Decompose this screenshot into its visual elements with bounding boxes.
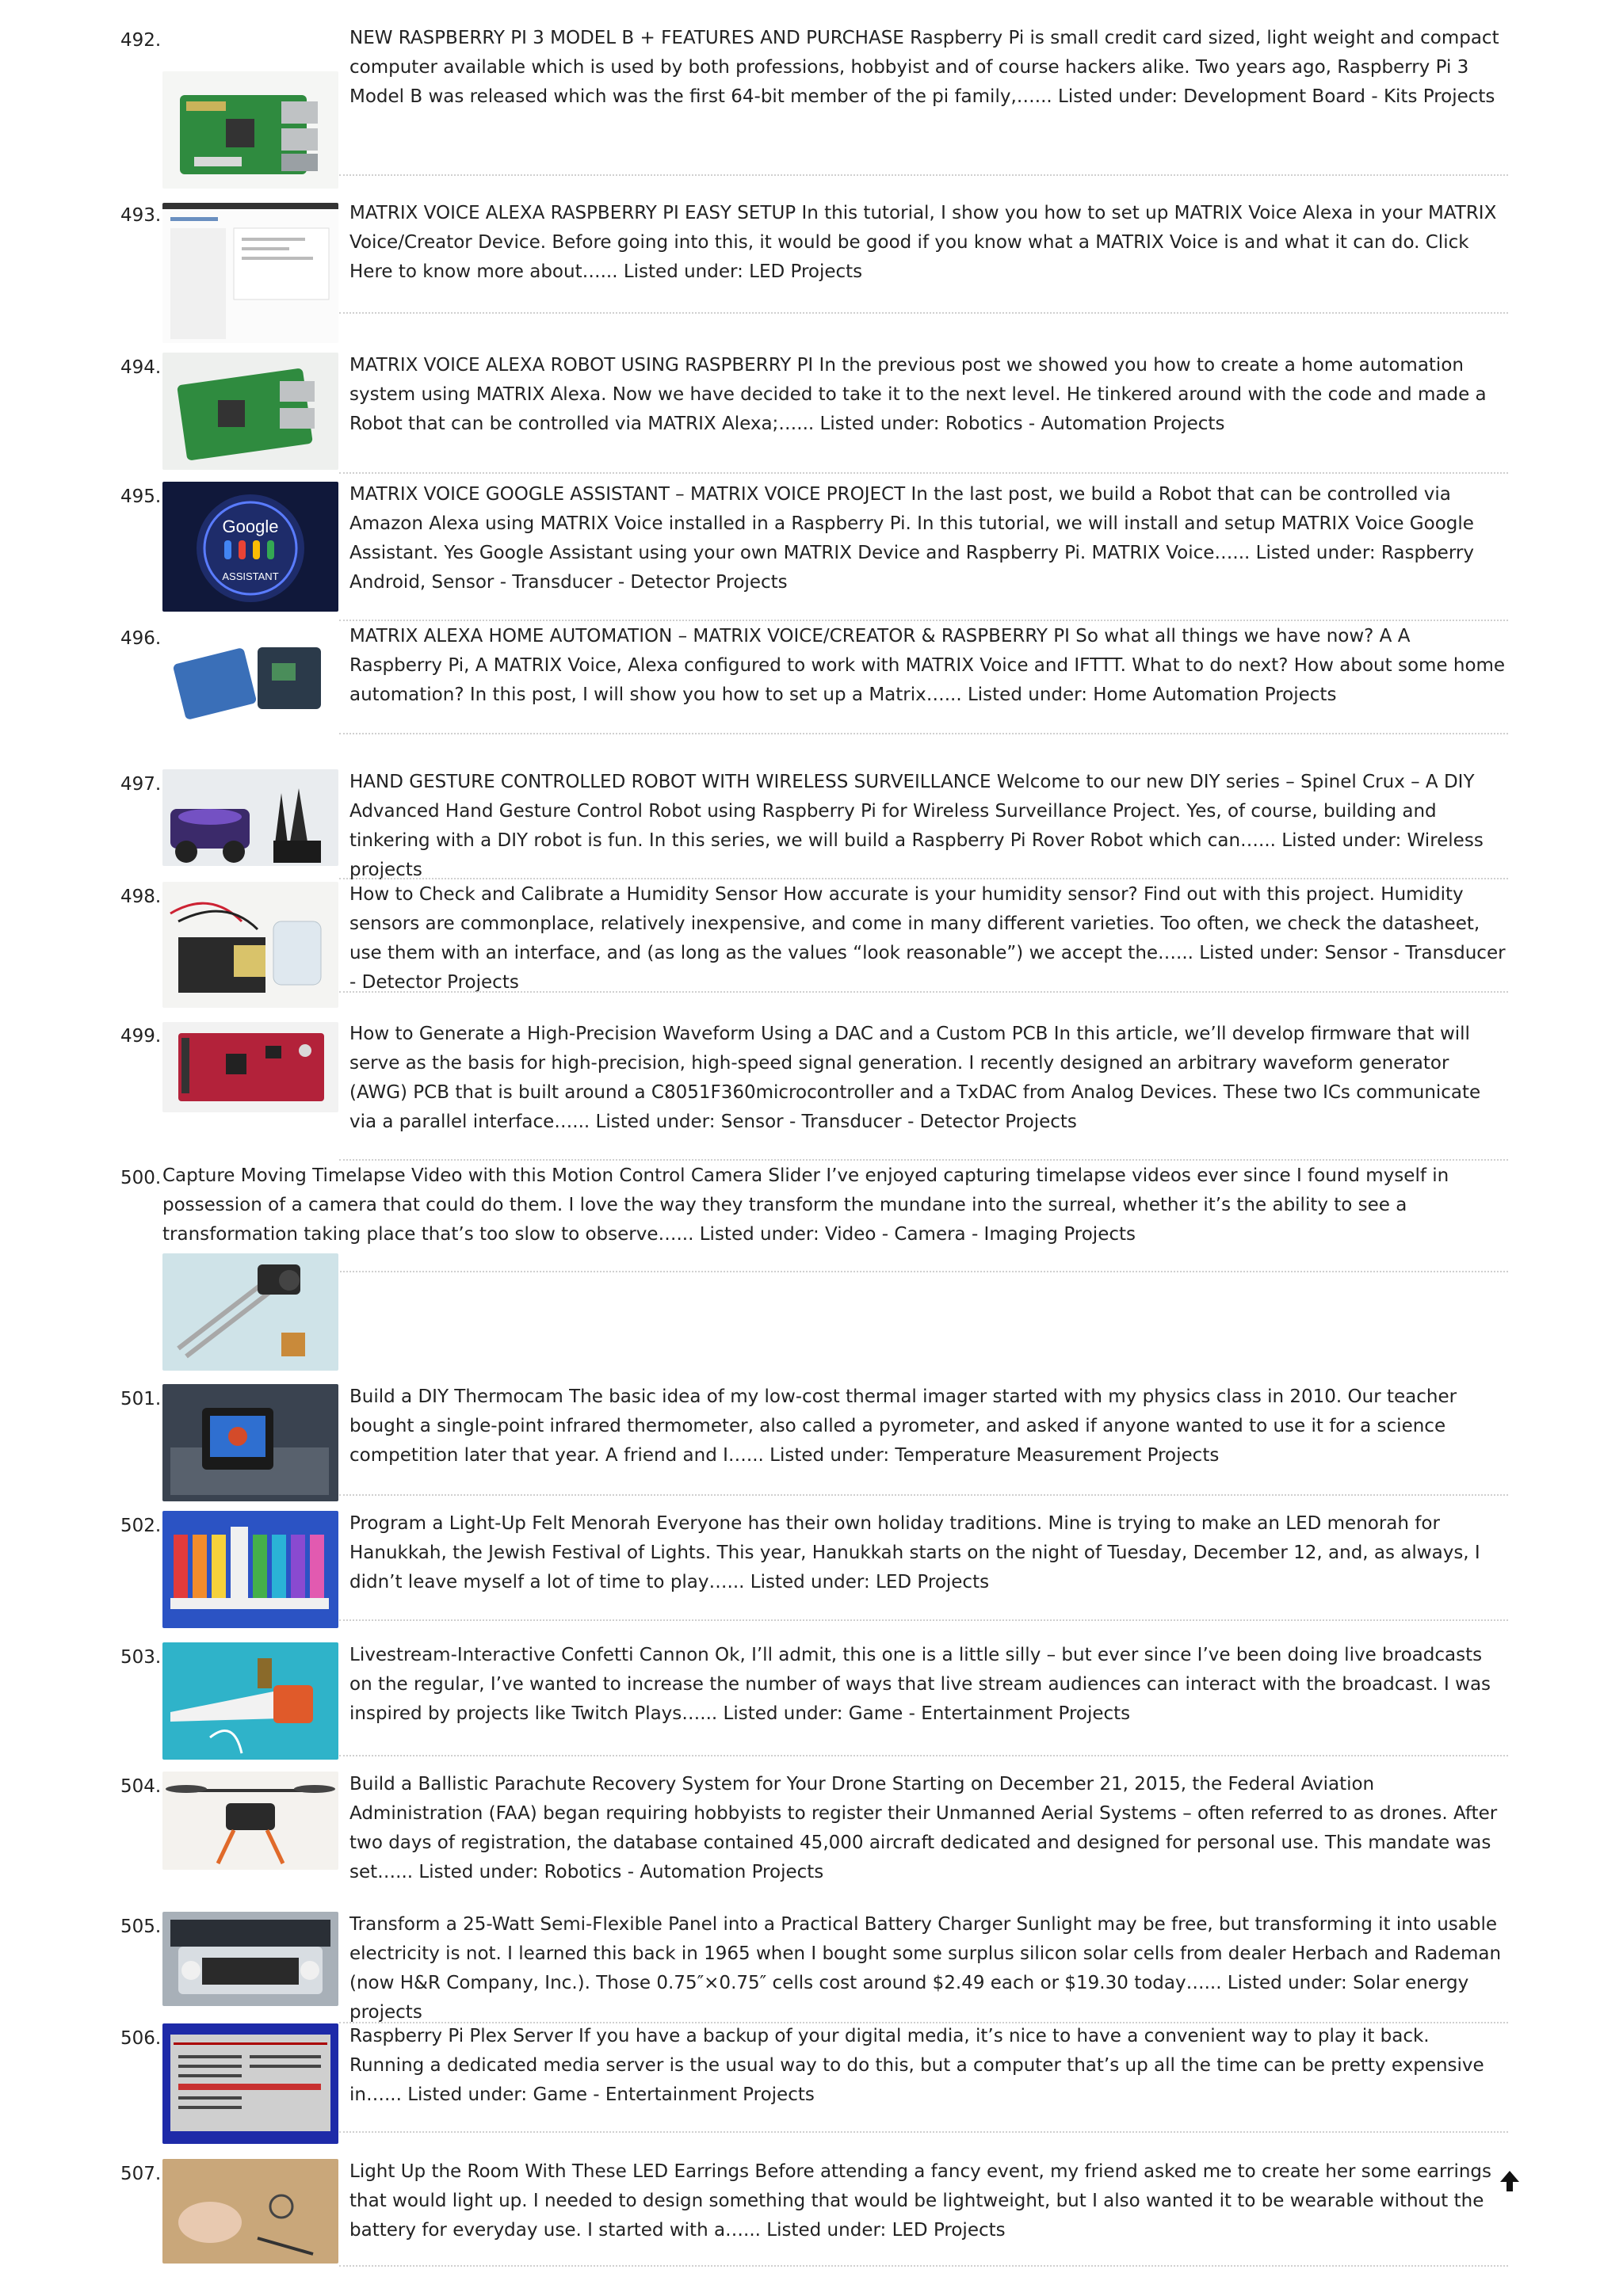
blue-relay-modules [162, 624, 338, 741]
google-assistant-led-ring [162, 482, 338, 612]
thumbnail-image[interactable] [162, 71, 338, 189]
entry-text[interactable]: Light Up the Room With These LED Earrings Before attending a fancy event, my friend asked me to create her some earrings that would light up. I needed to design something that would be lightweight, but I also wanted it to be wearable without the battery for everyday use. I started with a…... Listed under: LED Projects [349, 2161, 1492, 2241]
item-number: 495. [120, 486, 162, 507]
thumbnail-image[interactable] [162, 203, 338, 343]
raspberry-pi-board-photo [162, 71, 338, 189]
thumbnail-image[interactable] [162, 1022, 338, 1112]
entry-text[interactable]: Capture Moving Timelapse Video with this Motion Control Camera Slider I’ve enjoyed capturing timelapse videos ever since I found myself in possession of a camera that could do them. I love the way they transform the mundane into the surreal, whether it’s the ability to see a transformation taking place that’s too slow to observe…... Listed under: Video - Camera - Imaging Projects [162, 1165, 1449, 1245]
confetti-cannon [162, 1642, 338, 1760]
divider [339, 733, 1508, 734]
divider [339, 1619, 1508, 1621]
back-to-top-button[interactable] [1499, 2169, 1521, 2193]
item-number: 493. [120, 205, 162, 226]
thumbnail-image[interactable] [162, 2023, 338, 2144]
red-pcb-board [162, 1022, 338, 1112]
felt-menorah [162, 1511, 338, 1628]
thumbnail-image[interactable] [162, 2159, 338, 2264]
item-number: 496. [120, 628, 162, 649]
thumbnail-image[interactable] [162, 769, 338, 866]
thumbnail-image[interactable] [162, 882, 338, 1008]
item-number: 501. [120, 1389, 162, 1409]
item-number: 498. [120, 887, 162, 907]
divider [339, 991, 1508, 993]
thumbnail-image[interactable] [162, 482, 338, 612]
item-number: 503. [120, 1647, 162, 1668]
rover-robot-and-glove [162, 769, 338, 866]
entry-text[interactable]: HAND GESTURE CONTROLLED ROBOT WITH WIRELESS SURVEILLANCE Welcome to our new DIY series – Spinel Crux – A DIY Advanced Hand Gesture Control Robot using Raspberry Pi for Wireless Surveillance Project. Yes, of course, building and tinkering with a DIY robot is fun. In this series, we will build a Raspberry Pi Rover Robot which can…... Listed under: Wireless projects [349, 772, 1484, 880]
item-number: 502. [120, 1516, 162, 1536]
entry-text[interactable]: How to Generate a High-Precision Waveform Using a DAC and a Custom PCB In this article, we’ll develop firmware that will serve as the basis for high-precision, high-speed signal generation. I recently designed an arbitrary waveform generator (AWG) PCB that is built around a C8051F360microcontroller and a TxDAC from Analog Devices. These two ICs communicate via a parallel interface…... Listed under: Sensor - Transducer - Detector Projects [349, 1024, 1481, 1132]
divider [339, 620, 1508, 621]
item-number: 505. [120, 1917, 162, 1937]
item-number: 497. [120, 774, 162, 795]
item-number: 492. [120, 30, 162, 51]
item-number: 507. [120, 2164, 162, 2184]
camera-slider [162, 1253, 338, 1371]
divider [339, 1755, 1508, 1756]
raspi-config-screen [162, 2023, 338, 2144]
divider [339, 2265, 1508, 2267]
raspberry-pi-board-photo [162, 353, 338, 470]
humidity-sensor-setup [162, 882, 338, 1008]
divider [339, 312, 1508, 314]
entry-text[interactable]: Livestream-Interactive Confetti Cannon Ok, I’ll admit, this one is a little silly – but ever since I’ve been doing live broadcasts on the regular, I’ve wanted to increase the number of ways that live stream audiences can interact with the broadcast. I was inspired by projects like Twitch Plays…... Listed under: Game - Entertainment Projects [349, 1645, 1491, 1724]
divider [339, 878, 1508, 879]
divider [162, 1271, 1508, 1272]
thumbnail-image[interactable] [162, 1642, 338, 1760]
entry-text[interactable]: Build a Ballistic Parachute Recovery System for Your Drone Starting on December 21, 2015, the Federal Aviation Administration (FAA) began requiring hobbyists to register their Unmanned Aerial Systems – often referred to as drones. After two days of registration, the database contained 45,000 aircraft dedicated and designed for personal use. This mandate was set…... Listed under: Robotics - Automation Projects [349, 1774, 1498, 1882]
item-number: 499. [120, 1026, 162, 1047]
entry-text[interactable]: How to Check and Calibrate a Humidity Sensor How accurate is your humidity sensor? Find out with this project. Humidity sensors are commonplace, relatively inexpensive, and come in many different varieties. Too often, we check the datasheet, use them with an interface, and (as long as the values “look reasonable”) we accept the…... Listed under: Sensor - Transducer - Detector Projects [349, 884, 1506, 993]
thumbnail-image[interactable] [162, 1511, 338, 1628]
google-logo-text: Google [222, 517, 279, 536]
divider [339, 1494, 1508, 1496]
thermocam-device [162, 1384, 338, 1501]
drone [162, 1772, 338, 1870]
entry-text[interactable]: MATRIX VOICE ALEXA ROBOT USING RASPBERRY PI In the previous post we showed you how to create a home automation system using MATRIX Alexa. Now we have decided to take it to the next level. He tinkered around with the code and made a Robot that can be controlled via MATRIX Alexa;…... Listed under: Robotics - Automation Projects [349, 355, 1487, 434]
entry-text[interactable]: Transform a 25-Watt Semi-Flexible Panel into a Practical Battery Charger Sunlight may be free, but transforming it into usable electricity is not. I learned this back in 1965 when I bought some surplus silicon solar cells from dealer Herbach and Rademan (now H&R Company, Inc.). Those 0.75″×0.75″ cells cost around $2.49 each or $19.30 today…... Listed under: Solar energy projects [349, 1914, 1502, 2023]
jeep-solar [162, 1912, 338, 2006]
entry-text[interactable]: Program a Light-Up Felt Menorah Everyone has their own holiday traditions. Mine is trying to make an LED menorah for Hanukkah, the Jewish Festival of Lights. This year, Hanukkah starts on the night of Tuesday, December 12, and, as always, I didn’t leave myself a lot of time to play…... Listed under: LED Projects [349, 1513, 1480, 1592]
thumbnail-image[interactable] [162, 1912, 338, 2006]
entry-text[interactable]: MATRIX VOICE ALEXA RASPBERRY PI EASY SETUP In this tutorial, I show you how to set up MATRIX Voice Alexa in your MATRIX Voice/Creator Device. Before going into this, it would be good if you know what a MATRIX Voice is and what it can do. Click Here to know more about…... Listed under: LED Projects [349, 203, 1497, 282]
entry-text[interactable]: Raspberry Pi Plex Server If you have a backup of your digital media, it’s nice to have a convenient way to play it back. Running a dedicated media server is the usual way to do this, but a computer that’s up all the time can be pretty expensive in…... Listed under: Game - Entertainment Projects [349, 2026, 1484, 2105]
thumbnail-image[interactable] [162, 1772, 338, 1870]
divider [339, 472, 1508, 474]
led-earrings [162, 2159, 338, 2264]
divider [339, 2131, 1508, 2133]
entry-text[interactable]: MATRIX ALEXA HOME AUTOMATION – MATRIX VOICE/CREATOR & RASPBERRY PI So what all things we have now? A A Raspberry Pi, A MATRIX Voice, Alexa configured to work with MATRIX Voice and IFTTT. What to do next? How about some home automation? In this post, I will show you how to set up a Matrix…... Listed under: Home Automation Projects [349, 626, 1506, 705]
entry-text[interactable]: MATRIX VOICE GOOGLE ASSISTANT – MATRIX VOICE PROJECT In the last post, we build a Robot that can be controlled via Amazon Alexa using MATRIX Voice installed in a Raspberry Pi. In this tutorial, we will install and setup MATRIX Voice Google Assistant. Yes Google Assistant using your own MATRIX Device and Raspberry Pi. MATRIX Voice…... Listed under: Raspberry Android, Sensor - Transducer - Detector Projects [349, 484, 1474, 593]
entry-text[interactable]: NEW RASPBERRY PI 3 MODEL B + FEATURES AND PURCHASE Raspberry Pi is small credit card sized, light weight and compact computer available which is used by both professions, hobbyist and of course hackers alike. Two years ago, Raspberry Pi 3 Model B was released which was the first 64-bit member of the pi family,…... Listed under: Development Board - Kits Projects [349, 28, 1499, 107]
thumbnail-image[interactable] [162, 1253, 338, 1371]
item-number: 494. [120, 357, 162, 378]
divider [339, 1159, 1508, 1161]
thumbnail-image[interactable] [162, 624, 338, 741]
item-number: 504. [120, 1776, 162, 1797]
entry-text[interactable]: Build a DIY Thermocam The basic idea of my low-cost thermal imager started with my physics class in 2010. Our teacher bought a single-point infrared thermometer, also called a pyrometer, and asked if anyone wanted to use it for a science competition later that year. A friend and I…... Listed under: Temperature Measurement Projects [349, 1386, 1457, 1466]
assistant-badge-text: ASSISTANT [222, 570, 279, 582]
divider [339, 174, 1508, 176]
settings-screenshot [162, 203, 338, 343]
item-number: 506. [120, 2028, 162, 2049]
thumbnail-image[interactable] [162, 353, 338, 470]
thumbnail-image[interactable] [162, 1384, 338, 1501]
item-number: 500. [120, 1168, 162, 1188]
arrow-up-icon [1499, 2169, 1521, 2193]
